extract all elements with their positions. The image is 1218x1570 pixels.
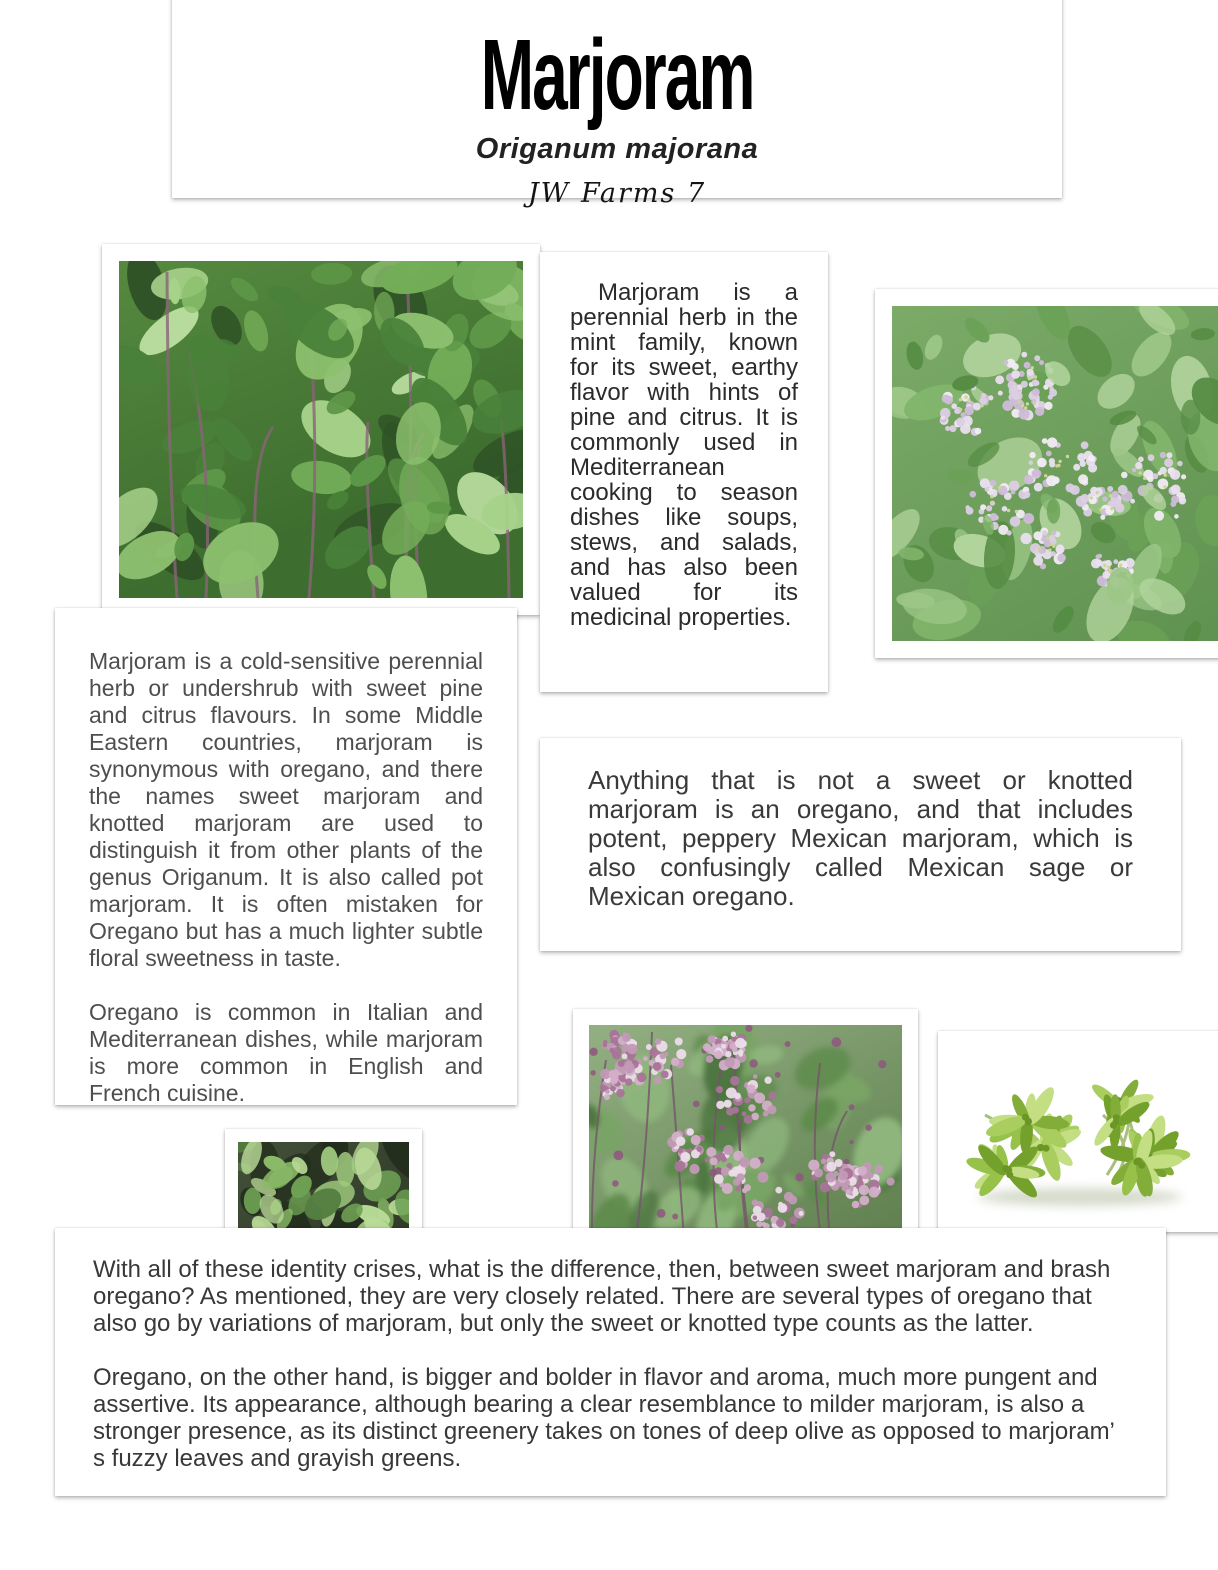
page-subtitle: Origanum majorana xyxy=(475,133,759,165)
photo-marjoram-foliage xyxy=(102,244,540,615)
marjoram-bloom-image xyxy=(892,306,1218,641)
photo-oregano-flowers xyxy=(573,1009,918,1255)
oregano-flowers-image xyxy=(589,1025,902,1239)
difference-paragraph-2: Oregano, on the other hand, is bigger and bolder in flavor and aroma, much more pungent and assertive. Its appearance, although bearing a clear resemblance to milder marjoram, is also a stronger presence, as its distinct greenery takes on tones of deep olive as opposed to marjoram’ s fuzzy leaves and grayish greens. xyxy=(93,1364,1114,1472)
intro-paragraph: Marjoram is a perennial herb in the mint family, known for its sweet, earthy flavor with hints of pine and citrus. It is commonly used in Mediterranean cooking to season dishes like soups, stews, and salads, and has also been valued for its medicinal properties. xyxy=(570,279,798,631)
fresh-marjoram-sprigs-image xyxy=(952,1045,1208,1218)
page-title xyxy=(172,0,1062,131)
mexican-oregano-paragraph: Anything that is not a sweet or knotted marjoram is an oregano, and that includes potent, peppery Mexican marjoram, which is also confusingly called Mexican sage or Mexican oregano. xyxy=(588,765,1133,911)
photo-marjoram-in-bloom xyxy=(875,289,1218,658)
cold-sensitive-paragraph-1: Marjoram is a cold-sensitive perennial herb or undershrub with sweet pine and citrus flavours. In some Middle Eastern countries, marjoram is synonymous with oregano, and there the names sweet marjoram and knotted marjoram are used to distinguish it from other plants of the genus Origanum. It is also called pot marjoram. It is often mistaken for Oregano but has a much lighter subtle floral sweetness in taste. xyxy=(89,648,483,971)
photo-fresh-marjoram-sprigs xyxy=(938,1031,1218,1232)
byline: JW Farms 7 xyxy=(527,178,707,209)
intro-card xyxy=(540,252,828,692)
cold-sensitive-card xyxy=(55,608,517,1105)
marjoram-foliage-image xyxy=(119,261,523,598)
cold-sensitive-paragraph-2: Oregano is common in Italian and Mediterranean dishes, while marjoram is more common in English and French cuisine. xyxy=(89,999,483,1106)
difference-card xyxy=(55,1228,1166,1496)
difference-paragraph-1: With all of these identity crises, what is the difference, then, between sweet marjoram and brash oregano? As mentioned, they are very closely related. There are several types of oregano that also go by variations of marjoram, but only the sweet or knotted type counts as the latter. xyxy=(93,1256,1111,1337)
potted-marjoram-image xyxy=(238,1142,409,1242)
mexican-oregano-card xyxy=(540,738,1181,951)
header-card xyxy=(172,0,1062,198)
page-title-text: Marjoram xyxy=(480,19,754,131)
